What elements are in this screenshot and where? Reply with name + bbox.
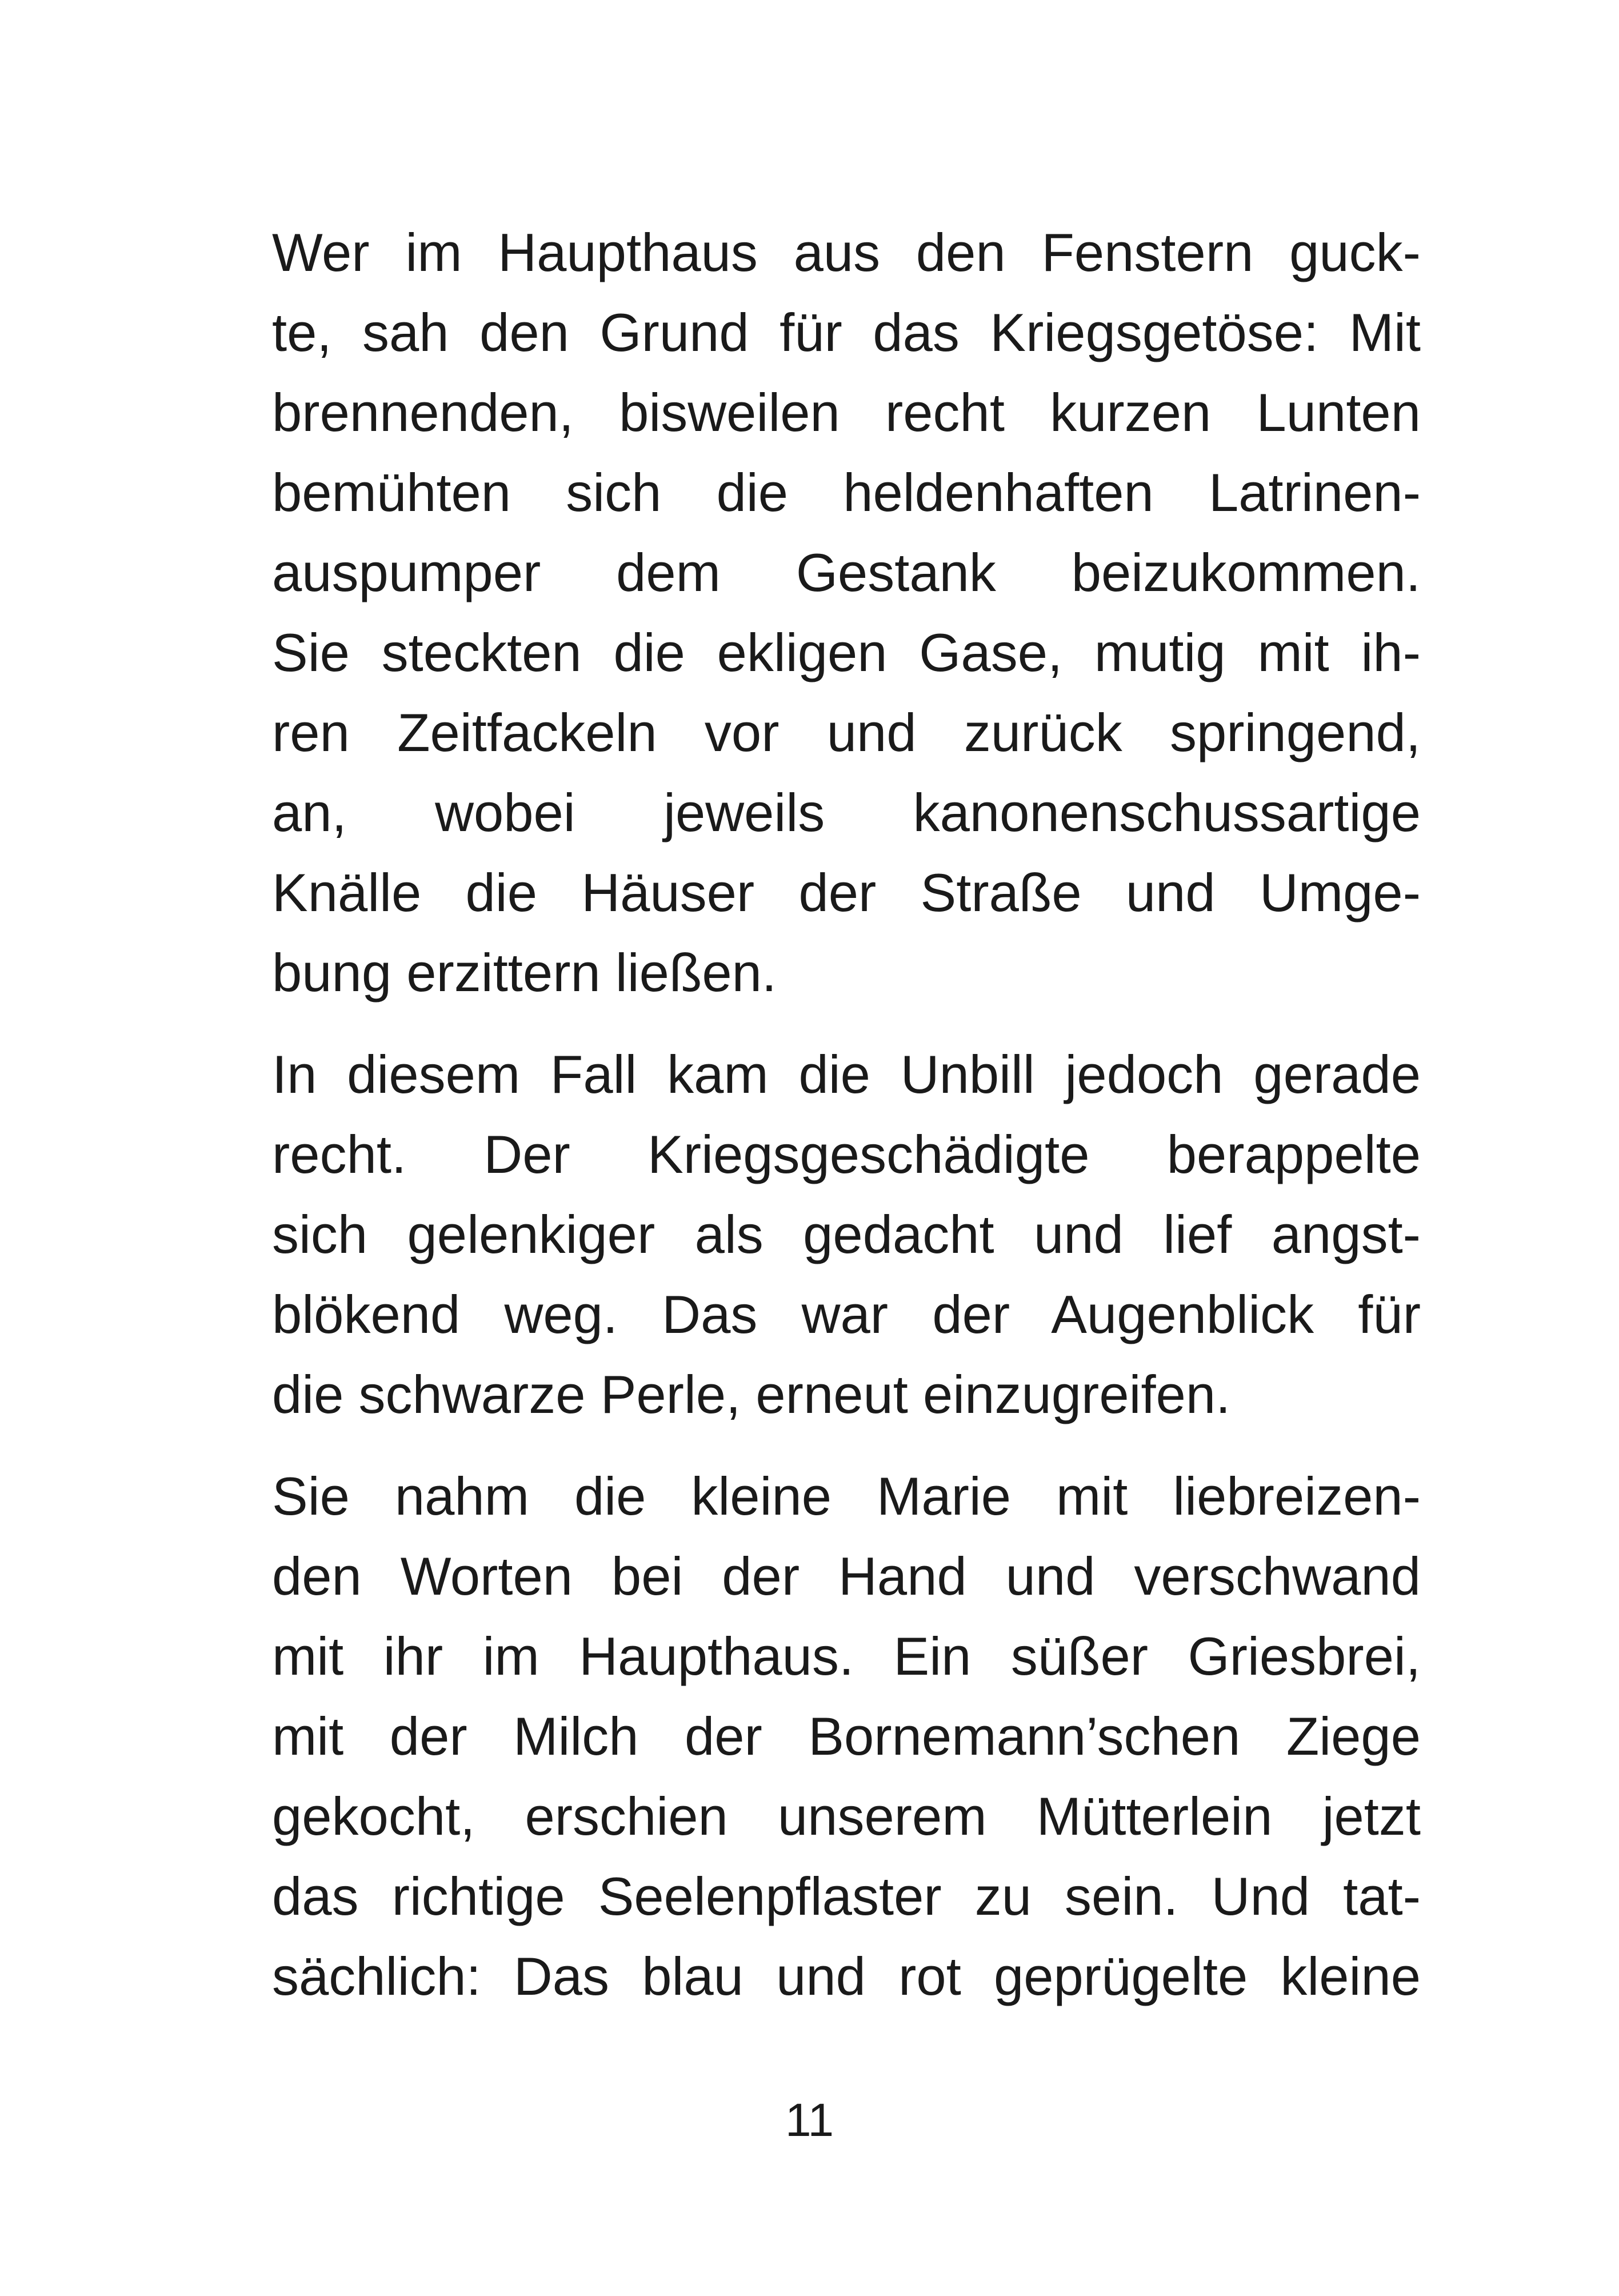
text-line: gekocht, erschien unserem Mütterlein jetzt xyxy=(272,1786,1421,1846)
text-line: Sie nahm die kleine Marie mit liebreizen- xyxy=(272,1466,1421,1526)
text-line: das richtige Seelenpflaster zu sein. Und tat- xyxy=(272,1866,1421,1926)
paragraph-1 xyxy=(272,213,1421,1013)
text-line: die schwarze Perle, erneut einzugreifen. xyxy=(272,1364,1231,1424)
text-line: den Worten bei der Hand und verschwand xyxy=(272,1546,1421,1606)
page-number: 11 xyxy=(785,2094,834,2146)
text-line: mit ihr im Haupthaus. Ein süßer Griesbrei, xyxy=(272,1626,1421,1686)
text-line: brennenden, bisweilen recht kurzen Lunten xyxy=(272,382,1421,442)
text-line: Knälle die Häuser der Straße und Umge- xyxy=(272,863,1421,923)
text-line: sich gelenkiger als gedacht und lief angst- xyxy=(272,1204,1421,1264)
paragraph-3 xyxy=(272,1456,1421,2017)
paragraph-2 xyxy=(272,1035,1421,1435)
text-line: Wer im Haupthaus aus den Fenstern guck- xyxy=(272,222,1421,282)
text-line: auspumper dem Gestank beizukommen. xyxy=(272,542,1421,602)
text-line: In diesem Fall kam die Unbill jedoch gerade xyxy=(272,1044,1421,1104)
text-line: bung erzittern ließen. xyxy=(272,943,777,1003)
text-line: Sie steckten die ekligen Gase, mutig mit ih- xyxy=(272,622,1421,682)
text-line: bemühten sich die heldenhaften Latrinen- xyxy=(272,462,1421,522)
text-line: ren Zeitfackeln vor und zurück springend, xyxy=(272,702,1421,762)
body-text xyxy=(272,213,1421,2038)
text-line: mit der Milch der Bornemann’schen Ziege xyxy=(272,1706,1421,1766)
text-line: an, wobei jeweils kanonenschussartige xyxy=(272,782,1421,842)
text-line: te, sah den Grund für das Kriegsgetöse: Mit xyxy=(272,302,1421,362)
text-line: sächlich: Das blau und rot geprügelte kleine xyxy=(272,1946,1421,2006)
text-line: blökend weg. Das war der Augenblick für xyxy=(272,1284,1421,1344)
text-line: recht. Der Kriegsgeschädigte berappelte xyxy=(272,1124,1421,1184)
